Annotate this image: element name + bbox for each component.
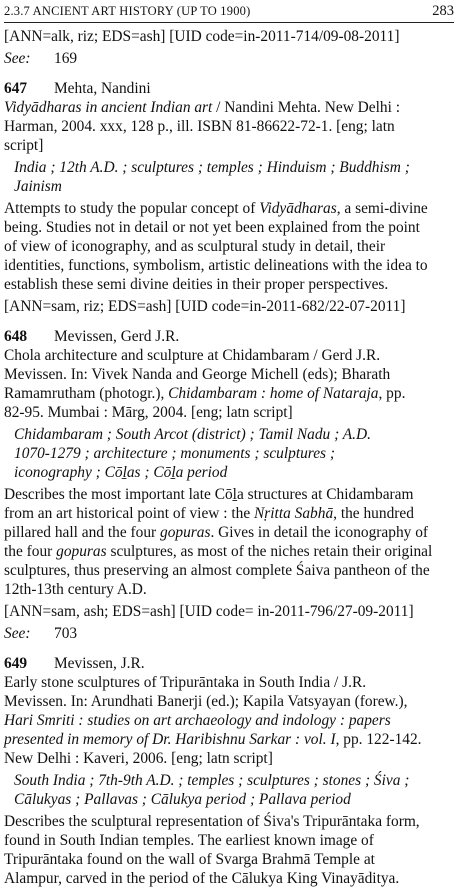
entry-author: Mevissen, Gerd J.R.	[54, 328, 180, 345]
citation: Chola architecture and sculpture at Chidambaram / Gerd J.R. Mevissen. In: Vivek Nanda and George Michell (eds); Bharath Ramamrutham (photogr.), Chidambaram : home of Nataraja, pp. 82-95. Mumbai : Mārg, 2004. [eng; latn script]	[4, 347, 406, 421]
page-number: 283	[432, 3, 454, 19]
abstract: Attempts to study the popular concept of Vidyādharas, a semi-divine being. Studies not in detail or not yet been explained from the point of view of iconography, and as sculptural study in detail, their identities, functions, symbolism, artistic delineations with the idea to establish these semi divine deities in their proper perspectives.	[4, 200, 428, 293]
entry-648	[4, 327, 454, 643]
see-value: 703	[54, 625, 78, 642]
see-value: 169	[54, 50, 78, 67]
annotation-line: [ANN=alk, riz; EDS=ash] [UID code=in-2011-714/09-08-2011]	[4, 28, 400, 45]
see-label: See:	[4, 625, 31, 642]
entry-heading	[4, 654, 454, 673]
see-label: See:	[4, 50, 31, 67]
abstract: Describes the sculptural representation of Śiva's Tripurāntaka form, found in South Indian temples. The earliest known image of Tripurāntaka found on the wall of Svarga Brahmā Temple at Alampur, carved in the period of the Cālukya King Vinayāditya.	[4, 813, 420, 887]
entry-number: 649	[4, 655, 28, 672]
citation: Vidyādharas in ancient Indian art / Nandini Mehta. New Delhi : Harman, 2004. xxx, 128 p., ill. ISBN 81-86622-72-1. [eng; latn script]	[4, 99, 400, 154]
annotation-line: [ANN=sam, riz; EDS=ash] [UID code=in-2011-682/22-07-2011]	[4, 298, 406, 315]
section-title: 2.3.7 ANCIENT ART HISTORY (UP TO 1900)	[4, 4, 251, 18]
entry-647	[4, 79, 454, 316]
running-header	[4, 2, 454, 23]
keywords: Chidambaram ; South Arcot (district) ; Tamil Nadu ; A.D. 1070-1279 ; architecture ; monuments ; sculptures ; iconography ; Cōḻas ; Cōḻa period	[14, 426, 371, 481]
annotation-line: [ANN=sam, ash; EDS=ash] [UID code= in-2011-796/27-09-2011]	[4, 603, 414, 620]
citation: Early stone sculptures of Tripurāntaka in South India / J.R. Mevissen. In: Arundhati Banerji (ed.); Kapila Vatsyayan (forew.), Hari Smriti : studies on art archaeology and indology : papers presented in memory of Dr. Haribishnu Sarkar : vol. I, pp. 122-142. New Delhi : Kaveri, 2006. [eng; latn script]	[4, 674, 422, 767]
see-reference	[4, 624, 454, 643]
entry-heading	[4, 327, 454, 346]
entry-649	[4, 654, 454, 888]
keywords: India ; 12th A.D. ; sculptures ; temples ; Hinduism ; Buddhism ; Jainism	[14, 159, 410, 195]
keywords: South India ; 7th-9th A.D. ; temples ; sculptures ; stones ; Śiva ; Cālukyas ; Pallavas ; Cālukya period ; Pallava period	[14, 772, 410, 808]
citation-title: Vidyādharas in ancient Indian art	[4, 99, 213, 116]
see-reference	[4, 49, 454, 68]
entry-author: Mevissen, J.R.	[54, 655, 145, 672]
entry-heading	[4, 79, 454, 98]
abstract: Describes the most important late Cōḻa structures at Chidambaram from an art historical point of view : the Nṛitta Sabhā, the hundred pillared hall and the four gopuras. Gives in detail the iconography of the four gopuras sculptures, as most of the niches retain their original sculptures, thus preserving an almost complete Śaiva pantheon of the 12th-13th century A.D.	[4, 486, 433, 598]
previous-entry-tail	[4, 27, 454, 68]
entry-number: 648	[4, 328, 28, 345]
entry-author: Mehta, Nandini	[54, 80, 151, 97]
entry-number: 647	[4, 80, 28, 97]
